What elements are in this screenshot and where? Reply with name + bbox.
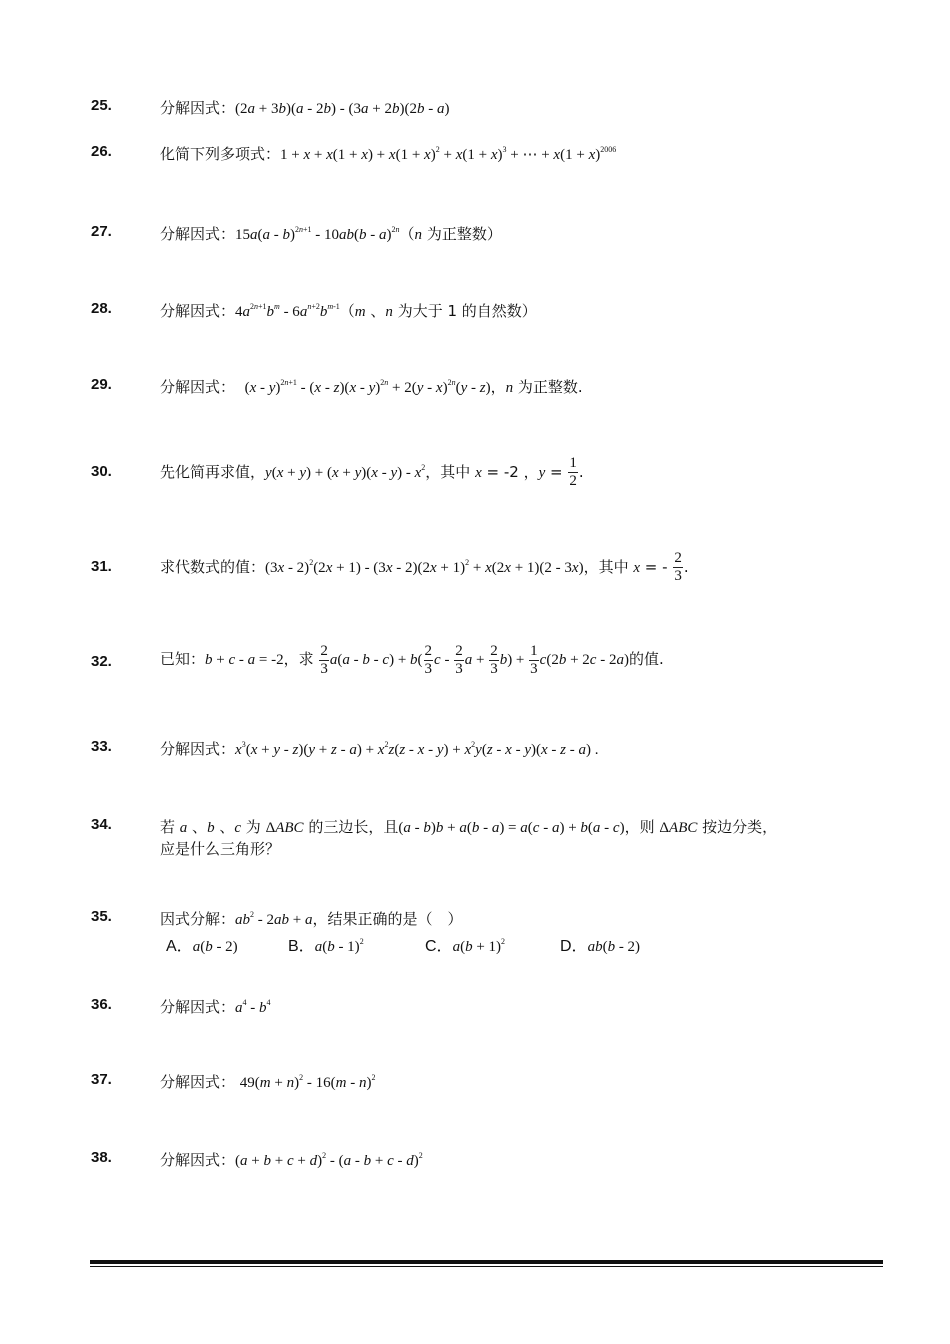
problem-expression: $x^3(x + y - z)(y + z - a) + x^2z(z - x - y) + x^2y(z - x - y)(x - z - a)$ . [235, 740, 599, 758]
problem-number: 32. [91, 653, 112, 670]
problem-prompt: 分解因式： [160, 1151, 236, 1169]
problem-prompt: 因式分解： [160, 910, 236, 928]
problem-note: （m 、n 为大于 1 的自然数） [339, 302, 537, 320]
problem-note: ，求 $\frac{2}{3}$ a(a - b - c) + b( $\frac{2}{3}$ c - $\frac{2}{3}$ a + $\frac{2}{3}$ b) + $\frac{1}{3}$ c(2b + 2c - 2a)的值. [283, 643, 664, 677]
problem-prompt-line2: 应是什么三角形？ [160, 840, 281, 858]
problem-prompt: 求代数式的值： [160, 558, 266, 576]
option-c[interactable]: C．$a(b + 1)^2$ [425, 937, 506, 955]
problem-prompt: 分解因式： [160, 740, 236, 758]
problem-number: 28. [91, 300, 112, 317]
problem-expression: (2a + 3b)(a - 2b) - (3a + 2b)(2b - a) [235, 101, 450, 117]
problem-number: 38. [91, 1149, 112, 1166]
problem-expression: $(a + b + c + d)^2 - (a - b + c - d)^2$ [235, 1151, 423, 1169]
problem-note: （n 为正整数） [399, 225, 502, 243]
problem-prompt: 化简下列多项式： [160, 145, 281, 163]
footer-thick-rule [90, 1260, 883, 1264]
problem-number: 27. [91, 223, 112, 240]
option-b[interactable]: B．a(b - 1)$^2$ [288, 937, 364, 955]
problem-number: 25. [91, 97, 112, 114]
problem-prompt: 若 a 、b 、c 为 ΔABC 的三边长，且(a - b)b + a(b - a) = a(c - a) + b(a - c)，则 ΔABC 按边分类， [160, 818, 778, 836]
problem-expression: $ab^2 - 2ab + a$ [235, 910, 313, 928]
problem-note: ，其中 x = - $\frac{2}{3}$ . [583, 550, 689, 584]
problem-prompt: 分解因式： [160, 998, 236, 1016]
problem-expression: (x - y)$^{2n+1}$ - (x - z)(x - y)$^{2n}$ + 2(y - x)$^{2n}$(y - z) [244, 378, 491, 396]
problem-prompt: 先化简再求值， [160, 463, 266, 481]
problem-note: ，结果正确的是（ ） [312, 910, 463, 928]
problem-number: 30. [91, 463, 112, 480]
problem-number: 35. [91, 908, 112, 925]
problem-expression: $(3x - 2)^2(2x + 1) - (3x - 2)(2x + 1)^2 + x(2x + 1)(2 - 3x)$ [265, 558, 584, 576]
problem-expression: $1 + x + x(1 + x) + x(1 + x)^2 + x(1 + x)^3$ + ⋯ + $x(1 + x)^{2006}$ [280, 145, 617, 163]
footer-thin-rule [90, 1266, 883, 1267]
problem-prompt: 分解因式： [160, 302, 236, 320]
option-a[interactable]: A．a(b - 2) [166, 938, 238, 955]
problem-number: 29. [91, 376, 112, 393]
problem-expression: $49(m + n)^2 - 16(m - n)^2$ [239, 1073, 376, 1091]
problem-number: 26. [91, 143, 112, 160]
problem-number: 36. [91, 996, 112, 1013]
problem-expression: b + c - a = -2 [205, 651, 284, 668]
problem-prompt: 分解因式： [160, 378, 236, 396]
problem-expression: $y(x + y) + (x + y)(x - y) - x^2$ [265, 463, 426, 481]
problem-prompt: 分解因式： [160, 99, 236, 117]
problem-expression: 15a(a - b)$^{2n+1}$ - 10ab(b - a)$^{2n}$ [235, 225, 400, 243]
problem-number: 37. [91, 1071, 112, 1088]
problem-note: ，其中 x = -2 ，y = $\frac{1}{2}$ . [425, 455, 584, 489]
problem-number: 31. [91, 558, 112, 575]
problem-expression: $4a^{2n+1}b^m - 6a^{n+2}b^{m-1}$ [235, 302, 340, 320]
problem-prompt: 分解因式： [160, 225, 236, 243]
problem-number: 33. [91, 738, 112, 755]
problem-number: 34. [91, 816, 112, 833]
problem-prompt: 已知： [160, 649, 206, 668]
problem-prompt: 分解因式： [160, 1073, 236, 1091]
option-d[interactable]: D．ab(b - 2) [560, 938, 641, 955]
problem-note: ，n 为正整数. [490, 378, 583, 396]
problem-expression: $a^4 - b^4$ [235, 998, 271, 1016]
